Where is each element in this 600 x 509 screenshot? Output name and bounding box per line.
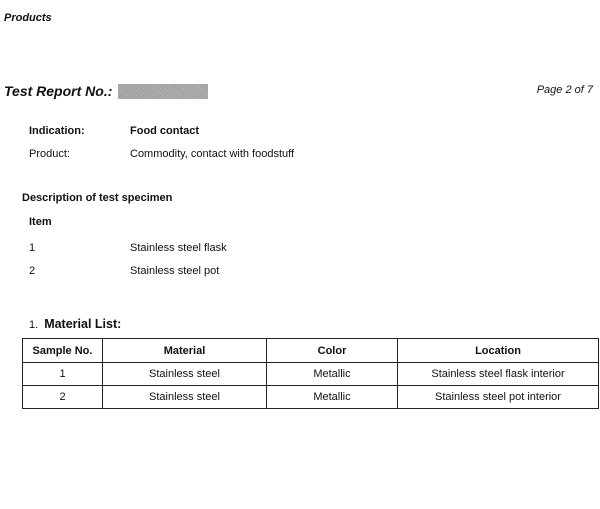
header-section-label: Products [4,12,52,24]
specimen-item-number: 2 [29,265,36,277]
product-label: Product: [29,148,70,160]
section-title: Material List: [44,317,122,331]
specimen-title: Description of test specimen [22,192,173,204]
product-value: Commodity, contact with foodstuff [130,148,295,160]
column-header: Sample No. [23,339,103,363]
table-cell: Stainless steel [103,386,267,409]
specimen-item-description: Stainless steel flask [130,242,227,254]
item-column-header: Item [29,216,52,228]
table-cell: Stainless steel pot interior [398,386,599,409]
table-cell: Metallic [267,363,398,386]
table-cell: Metallic [267,386,398,409]
table-cell: Stainless steel flask interior [398,363,599,386]
column-header: Material [103,339,267,363]
material-list-heading [29,317,121,331]
indication-label: Indication: [29,125,85,137]
page-number: Page 2 of 7 [536,84,593,96]
indication-value: Food contact [130,125,200,137]
table-row [23,363,599,386]
column-header: Color [267,339,398,363]
specimen-item-number: 1 [29,242,36,254]
table-cell: Stainless steel [103,363,267,386]
table-cell: 1 [23,363,103,386]
table-header-row [23,339,599,363]
report-number-label: Test Report No.: [4,83,113,99]
table-row [23,386,599,409]
redacted-report-number [118,84,208,99]
column-header: Location [398,339,599,363]
table-cell: 2 [23,386,103,409]
section-number: 1. [29,319,39,331]
specimen-item-description: Stainless steel pot [130,265,220,277]
material-table [22,338,599,409]
